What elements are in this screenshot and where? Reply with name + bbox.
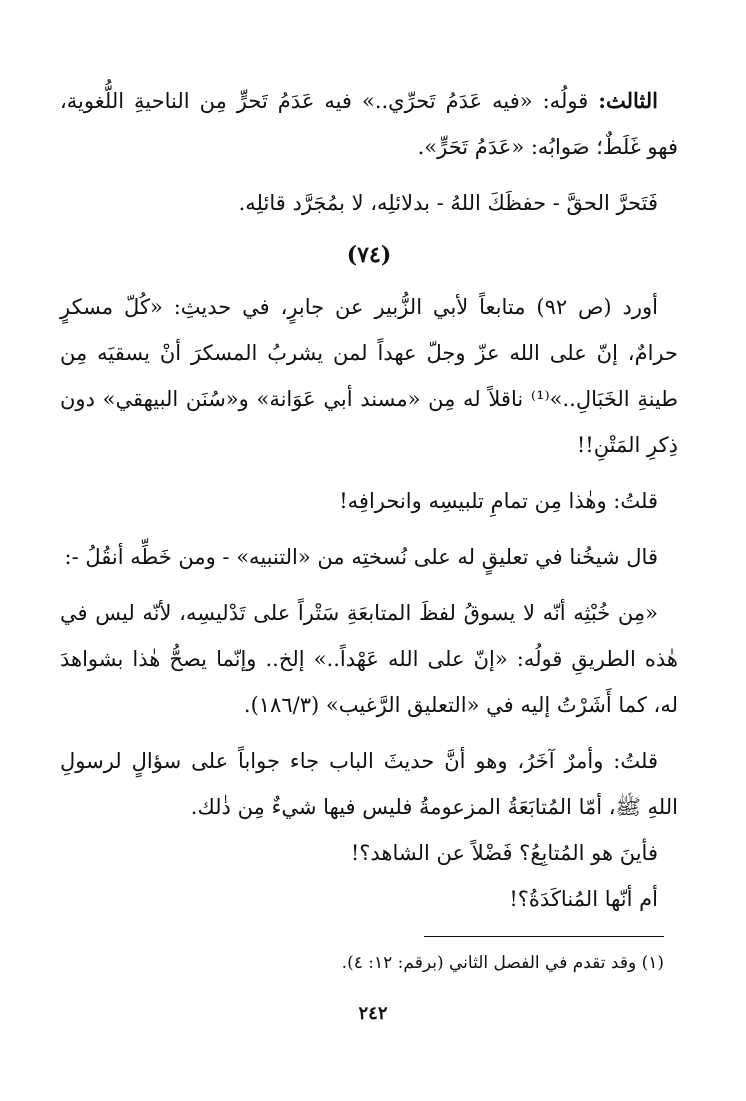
- footnote-separator: [424, 936, 664, 937]
- paragraph-sheikh-said: قال شيخُنا في تعليقٍ له على نُسختِه من «التنبيه» - ومن خَطِّه أنقُلُ -:: [64, 545, 658, 569]
- footnote: (١) وقد تقدم في الفصل الثاني (برقم: ١٢: ٤).: [341, 953, 664, 973]
- text-third: قولُه: «فيه عَدَمُ تَحرِّي..» فيه عَدَمُ تَحرٍّ مِن الناحيةِ اللُّغوية، فهو غَلَطٌ؛ صَوابُه: «عَدَمُ تَحَرٍّ».: [60, 89, 678, 159]
- paragraph-another-matter: قلتُ: وأمرٌ آخَرُ، وهو أنَّ حديثَ الباب جاء جواباً على سؤالٍ لرسولِ اللهِ ﷺ، أمّا المُتابَعَةُ المزعومةُ فليس فيها شيءٌ مِن ذٰلك.: [60, 749, 678, 819]
- page-number: ٢٤٢: [358, 1003, 388, 1024]
- paragraph-or-stubbornness: أم أنّها المُناكَدَةُ؟!: [509, 887, 658, 911]
- paragraph-seek-truth: فَتَحرَّ الحقَّ - حفظَكَ اللهُ - بدلائلِه، لا بمُجَرَّد قائلِه.: [238, 191, 658, 215]
- section-number-heading: (٧٤): [346, 242, 392, 268]
- paragraph-hadith: أورد (ص ٩٢) متابعاً لأبي الزُّبير عن جابرٍ، في حديثِ: «كُلّ مسكرٍ حرامٌ، إنّ على الله عزّ وجلّ عهداً لمن يشربُ المسكرَ أنْ يسقيَه مِن طينةِ الخَبَالِ..»⁽¹⁾ ناقلاً له مِن «مسند أبي عَوَانة» و«سُنَن البيهقي» دون ذِكرِ المَتْنِ!!: [60, 295, 678, 457]
- paragraph-i-said: قلتُ: وهٰذا مِن تمامِ تلبيسِه وانحرافِه!: [339, 489, 658, 513]
- label-third: الثالث:: [598, 88, 658, 113]
- paragraph-third-point: [60, 78, 678, 170]
- paragraph-quote: «مِن خُبْثِه أنّه لا يسوقُ لفظَ المتابعَةِ سَتْراً على تَدْليسِه، لأنّه ليس في هٰذه الطريقِ قولُه: «إنّ على الله عَهْداً..» إلخ.. وإنّما يصحُّ هٰذا بشواهدَ له، كما أَشَرْتُ إليه في «التعليق الرَّغيب» (١٨٦/٣).: [60, 601, 678, 717]
- main-text: [60, 78, 678, 922]
- paragraph-where-is-follower: فأينَ هو المُتابِعُ؟ فَضْلاً عن الشاهد؟!: [350, 841, 658, 865]
